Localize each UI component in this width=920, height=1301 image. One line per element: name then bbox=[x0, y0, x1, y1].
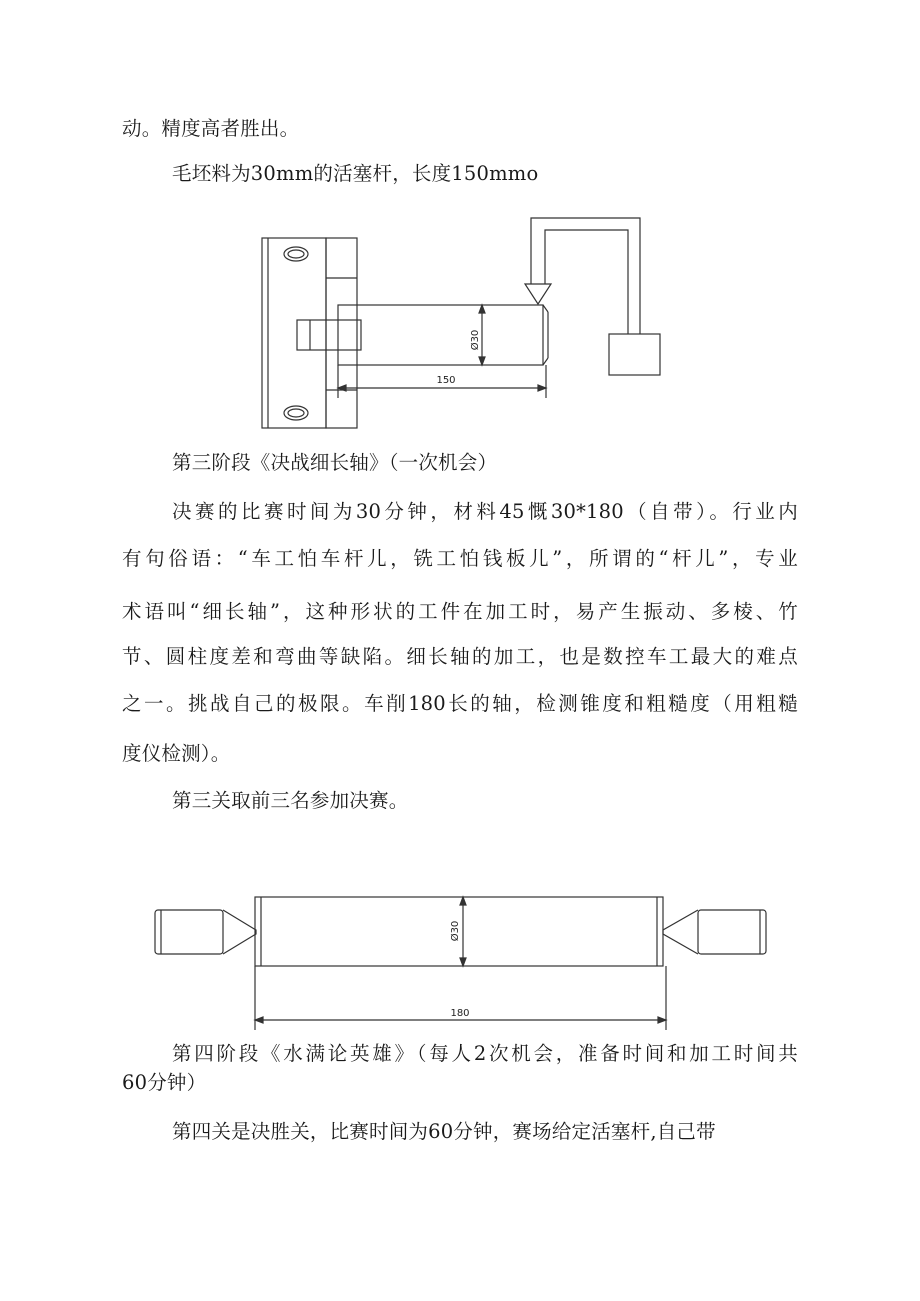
dimension-label: Ø30 bbox=[470, 329, 481, 351]
figure-caption: 第三阶段《决战细长轴》（一次机会） bbox=[172, 451, 498, 474]
left-center-body bbox=[155, 910, 223, 954]
left-center-tip bbox=[223, 910, 256, 954]
paragraph-line: 节、圆柱度差和弯曲等缺陷。细长轴的加工，也是数控车工最大的难点 bbox=[122, 645, 798, 668]
paragraph-line: 之一。挑战自己的极限。车削180长的轴，检测锥度和粗糙度（用粗糙 bbox=[122, 692, 798, 715]
paragraph-line: 第四关是决胜关，比赛时间为60分钟，赛场给定活塞杆,自己带 bbox=[172, 1120, 716, 1143]
figure-caption: 60分钟） bbox=[122, 1071, 207, 1094]
paragraph-line: 术语叫“细长轴”，这种形状的工件在加工时，易产生振动、多棱、竹 bbox=[122, 600, 798, 623]
paragraph-line: 动。精度高者胜出。 bbox=[122, 117, 300, 140]
paragraph-line: 第三关取前三名参加决赛。 bbox=[172, 789, 409, 812]
right-center-body bbox=[698, 910, 766, 954]
dimension-label: 150 bbox=[436, 375, 456, 386]
right-center-tip bbox=[663, 910, 698, 954]
dimension-label: Ø30 bbox=[450, 920, 461, 942]
paragraph-line: 有句俗语：“车工怕车杆儿，铣工怕钱板儿”，所谓的“杆儿”，专业 bbox=[122, 547, 798, 570]
paragraph-line: 度仪检测）。 bbox=[122, 742, 231, 765]
paragraph-line: 毛坯料为30mm的活塞杆，长度150mmo bbox=[172, 162, 539, 185]
paragraph-line: 决赛的比赛时间为30分钟，材料45慨30*180（自带）。行业内 bbox=[172, 500, 798, 523]
dimension-label: 180 bbox=[450, 1008, 470, 1019]
figure-caption: 第四阶段《水满论英雄》（每人2次机会，准备时间和加工时间共 bbox=[172, 1042, 798, 1065]
